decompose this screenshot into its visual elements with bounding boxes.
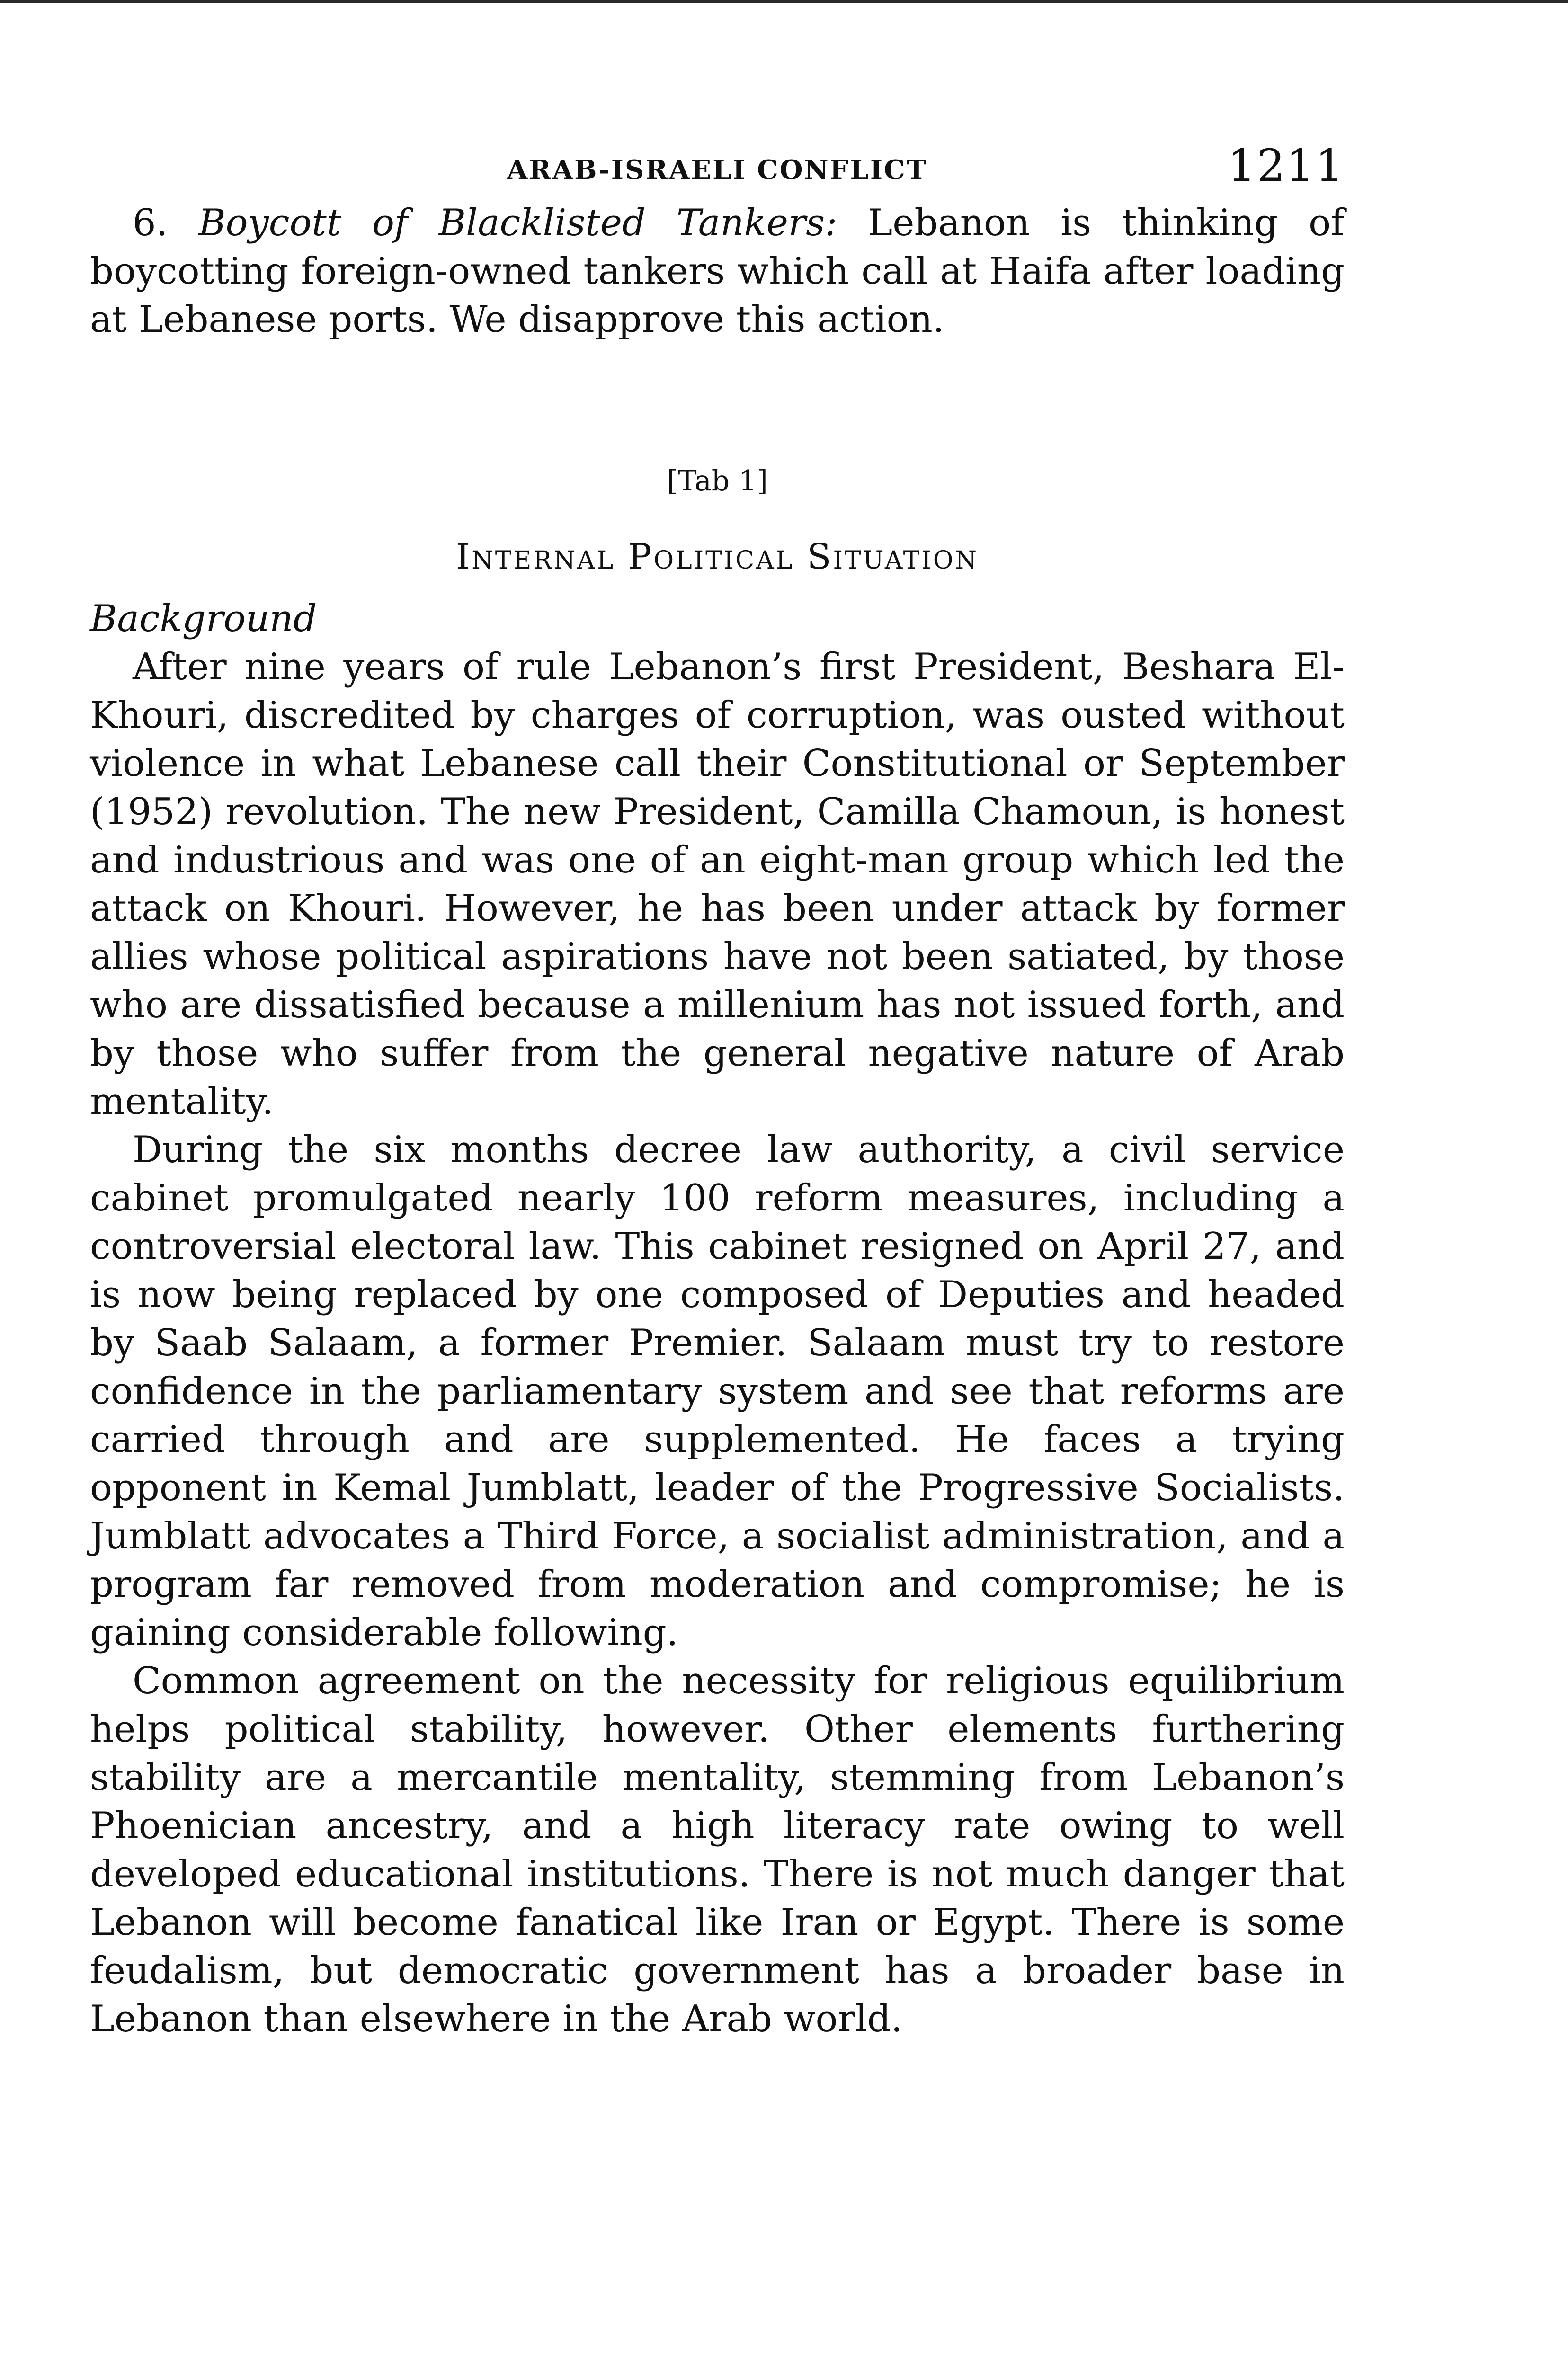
section-heading: Internal Political Situation [456,536,979,577]
paragraph-3: Common agreement on the necessity for religious equilibrium helps political stability, however. Other elements furthering stability are a mercantile mentality, stemming from Lebanon’s Phoenician ancestry, and a high literacy rate owing to well developed educational institutions. There is not much danger that Lebanon will become fanatical like Iran or Egypt. There is some feudalism, but democratic government has a broader base in Lebanon than elsewhere in the Arab world. [90,1660,1345,2040]
item-6-text: Lebanon is thinking of boycotting foreign-owned tankers which call at Haifa after loading at Lebanese ports. We disapprove this action. [90,202,1345,341]
item-6-title: Boycott of Blacklisted Tankers: [198,202,837,244]
item-6-paragraph [90,199,1345,344]
paragraph-2: During the six months decree law authority, a civil service cabinet promulgated nearly 100 reform measures, including a controversial electoral law. This cabinet resigned on April 27, and is now being replaced by one composed of Deputies and headed by Saab Salaam, a former Premier. Salaam must try to restore confidence in the parliamentary system and see that reforms are carried through and are supplemented. He faces a trying opponent in Kemal Jumblatt, leader of the Progressive Socialists. Jumblatt advocates a Third Force, a socialist administration, and a program far removed from moderation and compromise; he is gaining considerable following. [90,1129,1345,1654]
document-page [90,137,1345,2043]
running-header [90,137,1345,199]
tab-label: [Tab 1] [667,464,768,498]
item-6-number: 6. [133,202,168,244]
running-title: ARAB-ISRAELI CONFLICT [507,154,928,186]
page-number: 1211 [1227,140,1345,192]
scan-border [0,0,1568,3]
paragraph-1: After nine years of rule Lebanon’s first President, Beshara El-Khouri, discredited by charges of corruption, was ousted without violence in what Lebanese call their Constitutional or September (1952) revolution. The new President, Camilla Chamoun, is honest and industrious and was one of an eight-man group which led the attack on Khouri. However, he has been under attack by former allies whose political aspirations have not been satiated, by those who are dissatisfied because a millenium has not issued forth, and by those who suffer from the general negative nature of Arab mentality. [90,646,1345,1123]
background-subheading: Background [90,597,317,640]
